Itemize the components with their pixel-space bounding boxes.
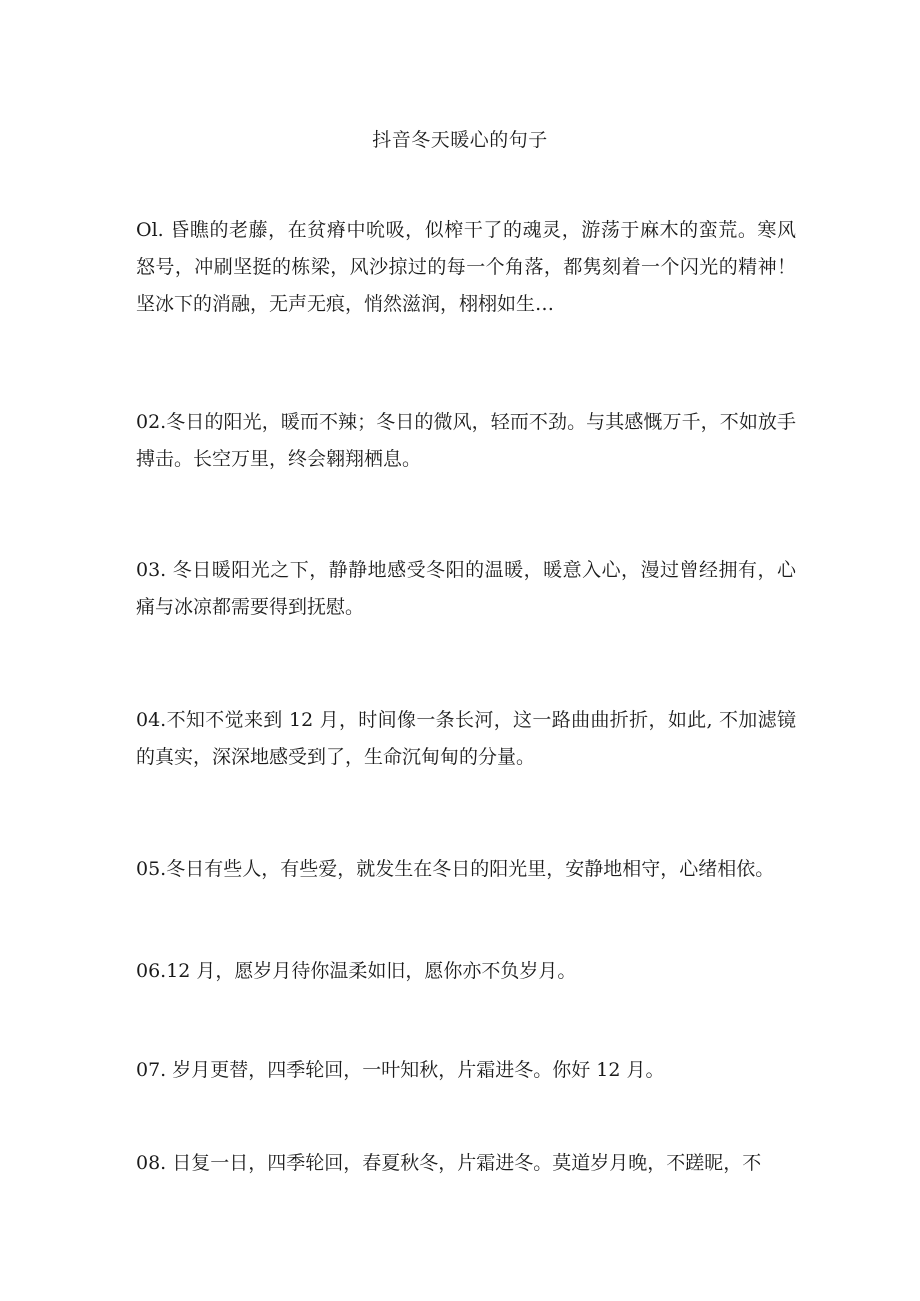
paragraph-01: Ol. 昏瞧的老藤，在贫瘠中吮吸，似榨干了的魂灵，游荡于麻木的蛮荒。寒风怒号，冲刷坚挺的栋梁，风沙掠过的每一个角落，都隽刻着一个闪光的精神！坚冰下的消融，无声无痕，悄然滋润，栩栩如生… bbox=[136, 219, 796, 315]
paragraph-06: 06.12 月，愿岁月待你温柔如旧，愿你亦不负岁月。 bbox=[136, 960, 577, 982]
paragraph-08: 08. 日复一日，四季轮回，春夏秋冬，片霜进冬。莫道岁月晚，不蹉昵，不 bbox=[136, 1152, 762, 1174]
paragraph-04: 04.不知不觉来到 12 月，时间像一条长河，这一路曲曲折折，如此, 不加滤镜的真实，深深地感受到了，生命沉甸甸的分量。 bbox=[136, 709, 796, 768]
paragraph-03: 03. 冬日暖阳光之下，静静地感受冬阳的温暖，暖意入心，漫过曾经拥有，心痛与冰凉都需要得到抚慰。 bbox=[136, 559, 796, 618]
paragraph-07: 07. 岁月更替，四季轮回，一叶知秋，片霜进冬。你好 12 月。 bbox=[136, 1059, 665, 1081]
document-title: 抖音冬天暖心的句子 bbox=[372, 129, 548, 151]
paragraph-05: 05.冬日有些人，有些爱，就发生在冬日的阳光里，安静地相守，心绪相依。 bbox=[136, 858, 775, 880]
paragraph-02: 02.冬日的阳光，暖而不辣；冬日的微风，轻而不劲。与其感慨万千，不如放手搏击。长空万里，终会翱翔栖息。 bbox=[136, 411, 796, 470]
